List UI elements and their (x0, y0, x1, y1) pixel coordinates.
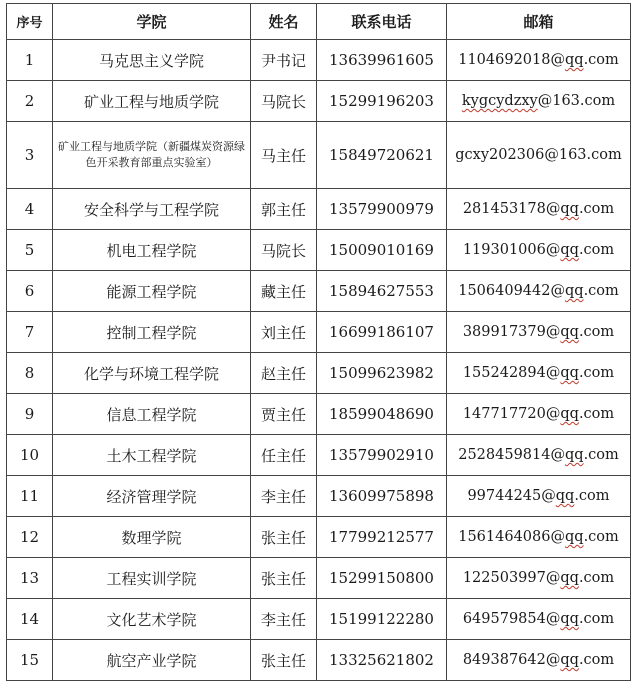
row-index: 11 (7, 476, 53, 517)
email-user: 119301006@ (462, 242, 561, 258)
email-tail: .com (583, 447, 619, 463)
row-name: 马院长 (251, 230, 317, 271)
row-name: 刘主任 (251, 312, 317, 353)
row-college: 工程实训学院 (53, 558, 251, 599)
row-index: 12 (7, 517, 53, 558)
email-user: 1104692018@ (458, 52, 565, 68)
contact-table (6, 3, 631, 681)
email-tail: .com (583, 529, 619, 545)
table-row (7, 558, 631, 599)
table-row (7, 517, 631, 558)
row-name: 张主任 (251, 640, 317, 681)
row-college: 马克思主义学院 (53, 40, 251, 81)
row-email (447, 435, 631, 476)
email-user: 1506409442@ (458, 283, 565, 299)
row-email (447, 271, 631, 312)
row-college: 矿业工程与地质学院（新疆煤炭资源绿色开采教育部重点实验室） (53, 122, 251, 189)
table-row (7, 394, 631, 435)
table-row (7, 230, 631, 271)
table-body (7, 40, 631, 681)
email-tail: .com (578, 406, 615, 422)
row-phone: 15099623982 (317, 353, 447, 394)
row-phone: 13639961605 (317, 40, 447, 81)
email-tail: @163.com (537, 93, 616, 109)
row-college: 数理学院 (53, 517, 251, 558)
table-row (7, 40, 631, 81)
row-index: 15 (7, 640, 53, 681)
row-email (447, 312, 631, 353)
table-header-row (7, 4, 631, 40)
row-phone: 18599048690 (317, 394, 447, 435)
row-phone: 13579902910 (317, 435, 447, 476)
email-domain: qq (560, 365, 579, 381)
row-college: 经济管理学院 (53, 476, 251, 517)
table-row (7, 353, 631, 394)
email-domain: qq (560, 201, 579, 217)
email-domain: qq (560, 570, 579, 586)
table-row (7, 640, 631, 681)
row-phone: 13609975898 (317, 476, 447, 517)
table-row (7, 122, 631, 189)
row-index: 1 (7, 40, 53, 81)
row-phone: 15199122280 (317, 599, 447, 640)
email-user: 122503997@ (462, 570, 561, 586)
row-email (447, 189, 631, 230)
row-phone: 15894627553 (317, 271, 447, 312)
header-college: 学院 (53, 4, 251, 40)
row-phone: 15009010169 (317, 230, 447, 271)
row-index: 4 (7, 189, 53, 230)
row-email (447, 476, 631, 517)
email-domain: qq (564, 283, 584, 299)
row-name: 张主任 (251, 517, 317, 558)
table-row (7, 599, 631, 640)
row-email (447, 394, 631, 435)
email-user: 2528459814@ (458, 447, 565, 463)
email-tail: .com (578, 324, 615, 340)
row-phone: 15299196203 (317, 81, 447, 122)
row-name: 贾主任 (251, 394, 317, 435)
table-row (7, 271, 631, 312)
row-phone: 17799212577 (317, 517, 447, 558)
email-domain: qq (564, 52, 584, 68)
row-email (447, 640, 631, 681)
row-college: 控制工程学院 (53, 312, 251, 353)
row-name: 郭主任 (251, 189, 317, 230)
row-index: 5 (7, 230, 53, 271)
row-email (447, 230, 631, 271)
row-college: 能源工程学院 (53, 271, 251, 312)
email-user: gcxy202306@163.com (455, 147, 622, 163)
row-index: 6 (7, 271, 53, 312)
email-user: 389917379@ (462, 324, 561, 340)
table-row (7, 476, 631, 517)
email-domain: qq (560, 324, 579, 340)
email-domain: qq (564, 529, 584, 545)
row-name: 藏主任 (251, 271, 317, 312)
row-college: 安全科学与工程学院 (53, 189, 251, 230)
email-domain: qq (555, 488, 575, 504)
contact-table-page (6, 3, 630, 677)
table-row (7, 189, 631, 230)
row-index: 8 (7, 353, 53, 394)
email-user: 147717720@ (462, 406, 561, 422)
row-name: 李主任 (251, 476, 317, 517)
email-domain: qq (560, 611, 579, 627)
table-row (7, 312, 631, 353)
row-phone: 16699186107 (317, 312, 447, 353)
row-phone: 15849720621 (317, 122, 447, 189)
email-tail: .com (578, 201, 615, 217)
email-user: 99744245@ (467, 488, 556, 504)
email-tail: .com (578, 570, 615, 586)
row-name: 任主任 (251, 435, 317, 476)
email-domain: qq (560, 406, 579, 422)
row-college: 航空产业学院 (53, 640, 251, 681)
email-domain: qq (560, 652, 579, 668)
row-index: 13 (7, 558, 53, 599)
row-index: 14 (7, 599, 53, 640)
email-user: 649579854@ (462, 611, 561, 627)
email-user: 849387642@ (462, 652, 561, 668)
row-email (447, 40, 631, 81)
row-index: 9 (7, 394, 53, 435)
row-name: 赵主任 (251, 353, 317, 394)
row-name: 张主任 (251, 558, 317, 599)
email-tail: .com (583, 283, 619, 299)
row-phone: 13325621802 (317, 640, 447, 681)
table-row (7, 435, 631, 476)
row-name: 马院长 (251, 81, 317, 122)
row-name: 李主任 (251, 599, 317, 640)
header-phone: 联系电话 (317, 4, 447, 40)
row-email (447, 517, 631, 558)
row-index: 10 (7, 435, 53, 476)
row-index: 7 (7, 312, 53, 353)
row-name: 马主任 (251, 122, 317, 189)
row-email (447, 353, 631, 394)
row-email (447, 558, 631, 599)
header-email: 邮箱 (447, 4, 631, 40)
row-email (447, 81, 631, 122)
email-domain: qq (564, 447, 584, 463)
header-index: 序号 (7, 4, 53, 40)
email-user: 1561464086@ (458, 529, 565, 545)
email-tail: .com (578, 242, 615, 258)
row-name: 尹书记 (251, 40, 317, 81)
row-college: 机电工程学院 (53, 230, 251, 271)
row-phone: 13579900979 (317, 189, 447, 230)
email-domain: qq (560, 242, 579, 258)
row-phone: 15299150800 (317, 558, 447, 599)
header-name: 姓名 (251, 4, 317, 40)
row-college: 化学与环境工程学院 (53, 353, 251, 394)
row-college: 土木工程学院 (53, 435, 251, 476)
email-user: kygcydzxy (461, 93, 538, 109)
row-college: 文化艺术学院 (53, 599, 251, 640)
email-tail: .com (583, 52, 619, 68)
row-college: 矿业工程与地质学院 (53, 81, 251, 122)
table-row (7, 81, 631, 122)
row-index: 3 (7, 122, 53, 189)
row-email (447, 122, 631, 189)
email-tail: .com (574, 488, 610, 504)
email-user: 155242894@ (462, 365, 561, 381)
row-index: 2 (7, 81, 53, 122)
email-user: 281453178@ (462, 201, 561, 217)
email-tail: .com (578, 652, 615, 668)
row-college: 信息工程学院 (53, 394, 251, 435)
row-email (447, 599, 631, 640)
email-tail: .com (578, 365, 615, 381)
email-tail: .com (578, 611, 615, 627)
